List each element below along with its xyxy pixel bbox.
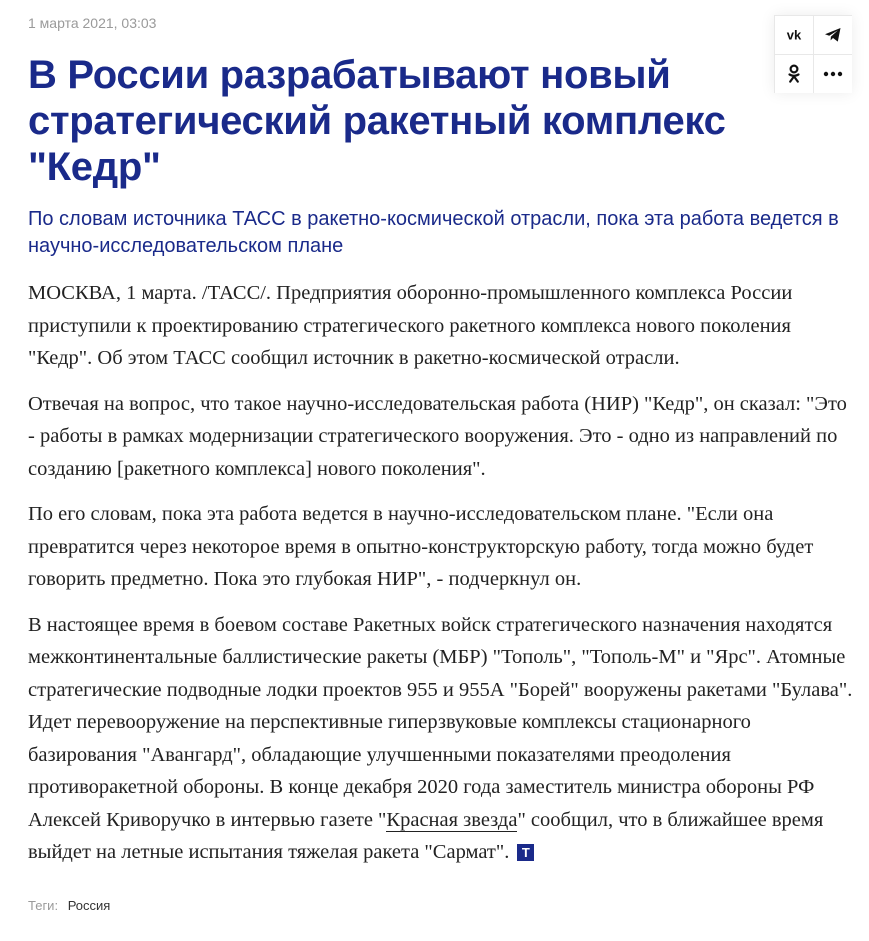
paragraph-text: " сообщил, что в ближайшее время выйдет на летные испытания тяжелая ракета "Сармат".	[28, 808, 824, 863]
share-vk-button[interactable]	[775, 16, 813, 54]
more-icon	[823, 71, 843, 77]
article-paragraph-last	[28, 609, 858, 869]
share-telegram-button[interactable]	[814, 16, 852, 54]
article-date: 1 марта 2021, 03:03	[28, 15, 157, 31]
krasnaya-zvezda-link[interactable]: Красная звезда	[386, 808, 518, 831]
tags-row	[28, 898, 110, 913]
share-ok-button[interactable]	[775, 55, 813, 93]
paragraph-text: В настоящее время в боевом составе Ракетных войск стратегического назначения находятся межконтинентальные баллистические ракеты (МБР) "Тополь", "Тополь-М" и "Ярс". Атомные стратегические подводные лодки проектов 955 и 955А "Борей" вооружены ракетами "Булава". Идет перевооружение на перспективные гиперзвуковые комплексы стационарного базирования "Авангард", обладающие улучшенными показателями преодоления противоракетной обороны. В конце декабря 2020 года заместитель министра обороны РФ Алексей Криворучко в интервью газете "	[28, 613, 853, 831]
tag-russia[interactable]: Россия	[67, 898, 111, 913]
article-lead: По словам источника ТАСС в ракетно-космической отрасли, пока эта работа ведется в научно-исследовательском плане	[28, 208, 839, 257]
vk-icon	[785, 29, 803, 41]
article-paragraph: По его словам, пока эта работа ведется в научно-исследовательском плане. "Если она превратится через некоторое время в опытно-конструкторскую работу, тогда можно будет говорить предметно. Пока это глубокая НИР", - подчеркнул он.	[28, 503, 814, 590]
article-paragraph: МОСКВА, 1 марта. /ТАСС/. Предприятия оборонно-промышленного комплекса России приступили к проектированию стратегического ракетного комплекса нового поколения "Кедр". Об этом ТАСС сообщил источник в ракетно-космической отрасли.	[28, 282, 793, 369]
tass-end-mark-icon: T	[517, 844, 534, 861]
ok-icon	[787, 64, 801, 84]
share-more-button[interactable]	[814, 55, 852, 93]
tags-label: Теги:	[28, 898, 59, 913]
svg-text:vk: vk	[786, 29, 802, 41]
article-paragraph: Отвечая на вопрос, что такое научно-исследовательская работа (НИР) "Кедр", он сказал: "Это - работы в рамках модернизации стратегического вооружения. Это - одно из направлений по созданию [ракетного комплекса] нового поколения".	[28, 392, 847, 480]
article-body	[28, 277, 858, 882]
article-headline: В России разрабатывают новый стратегический ракетный комплекс "Кедр"	[28, 53, 726, 189]
share-panel	[774, 15, 852, 93]
telegram-icon	[824, 27, 842, 43]
